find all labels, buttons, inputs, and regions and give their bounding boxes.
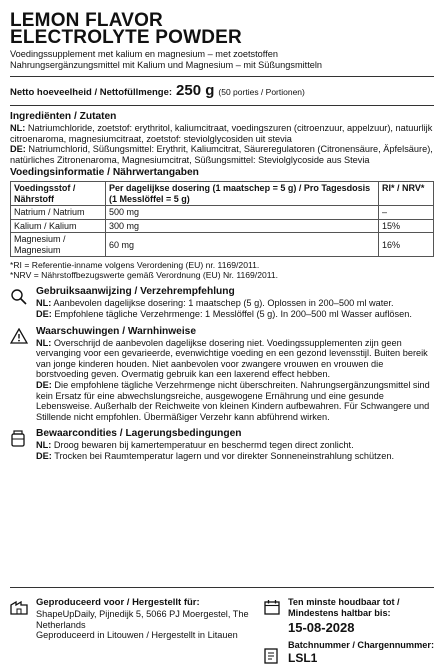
table-row [11, 219, 434, 233]
usage-nl: NL: Aanbevolen dagelijkse dosering: 1 maatschep (5 g). Oplossen in 200–500 ml water. [36, 298, 394, 309]
storage-jar-icon [10, 428, 36, 461]
title-line-1: LEMON FLAVOR [10, 10, 163, 31]
producer-block [10, 597, 250, 669]
table-row [11, 206, 434, 220]
magnifier-icon [10, 286, 36, 319]
calendar-icon [264, 597, 288, 635]
batch-number: LSL1 [288, 650, 318, 665]
producer-heading: Geproduceerd voor / Hergestellt für: [36, 597, 200, 608]
net-quantity [10, 82, 434, 99]
divider [10, 105, 434, 106]
producer-origin: Geproduceerd in Litouwen / Hergestellt in Litauen [36, 630, 238, 641]
storage-nl: NL: Droog bewaren bij kamertemperatuur en beschermd tegen direct zonlicht. [36, 440, 354, 451]
batch-label: Batchnummer / Chargennummer: [288, 640, 435, 650]
table-cell: – [379, 206, 434, 220]
ingredients-de: DE: Natriumchlorid, Süßungsmittel: Erythrit, Kaliumcitrat, Säureregulatoren (Citronensäure, Äpfelsäure), natürliches Zitronenaroma, Magnesiumcitrat, Süßungsmittel: Steviolglycoside aus Stevia [10, 144, 433, 165]
warnings-heading: Waarschuwingen / Warnhinweise [36, 325, 197, 337]
table-header: Per dagelijkse dosering (1 maatschep = 5 g) / Pro Tagesdosis (1 Messlöffel = 5 g) [106, 182, 379, 206]
table-header: RI* / NRV* [379, 182, 434, 206]
warnings-section [10, 326, 434, 423]
table-cell: Magnesium / Magnesium [11, 233, 106, 257]
net-label: Netto hoeveelheid / Nettofüllmenge: [10, 87, 173, 98]
table-cell: Kalium / Kalium [11, 219, 106, 233]
ingredients-nl: NL: Natriumchloride, zoetstof: erythritol, kaliumcitraat, voedingszuren (citroenzuur, appelzuur), natuurlijk citroenaroma, magnesiumcitraat, zoetstof: steviolglycosiden uit stevia [10, 123, 433, 144]
label-page [10, 10, 435, 665]
footnotes [10, 260, 434, 280]
product-title [10, 12, 434, 46]
subtitle-nl: Voedingssupplement met kalium en magnesium – met zoetstoffen [10, 49, 278, 59]
divider [10, 76, 434, 77]
storage-de: DE: Trocken bei Raumtemperatur lagern und vor direkter Sonneneinstrahlung schützen. [36, 450, 395, 461]
subtitle-de: Nahrungsergänzungsmittel mit Kalium und Magnesium – mit Süßungsmitteln [10, 59, 323, 70]
table-cell: 60 mg [106, 233, 379, 257]
factory-icon [10, 597, 36, 669]
subtitle [10, 49, 434, 70]
best-before-date: 15-08-2028 [288, 620, 355, 635]
nutrition-heading: Voedingsinformatie / Nährwertangaben [10, 167, 199, 179]
title-line-2: ELECTROLYTE POWDER [10, 27, 242, 48]
usage-de: DE: Empfohlene tägliche Verzehrmenge: 1 Messlöffel (5 g). In 200–500 ml Wasser auflösen. [36, 308, 412, 319]
ingredients-heading: Ingrediënten / Zutaten [10, 111, 117, 122]
producer-address: ShapeUpDaily, Pijnedijk 5, 5066 PJ Moergestel, The Netherlands [36, 609, 249, 630]
storage-heading: Bewaarcondities / Lagerungsbedingungen [36, 428, 242, 440]
nutrition-table [10, 181, 434, 257]
table-cell: 300 mg [106, 219, 379, 233]
table-cell: 16% [379, 233, 434, 257]
table-cell: 500 mg [106, 206, 379, 220]
table-cell: 15% [379, 219, 434, 233]
dates-block [250, 597, 434, 669]
usage-heading: Gebruiksaanwijzing / Verzehrempfehlung [36, 286, 235, 298]
document-icon [264, 640, 288, 669]
footer [10, 587, 434, 669]
table-header-row [11, 182, 434, 206]
note-nrv: *NRV = Nährstoffbezugswerte gemäß Verordnung (EU) Nr. 1169/2011. [10, 270, 279, 281]
table-row [11, 233, 434, 257]
table-cell: Natrium / Natrium [11, 206, 106, 220]
net-value: 250 g [176, 82, 215, 99]
net-note: (50 porties / Portionen) [218, 87, 305, 97]
usage-section [10, 286, 434, 319]
storage-section [10, 428, 434, 461]
warning-triangle-icon [10, 326, 36, 423]
warnings-nl: NL: Overschrijd de aanbevolen dagelijkse dosering niet. Voedingssupplementen zijn geen vervanging voor een gevarieerde, evenwichtige voeding en een gezond levensstijl. Buiten bereik van jonge kinderen houden. Niet aanbevolen voor zwangere vrouwen en vrouwen die borstvoeding geven. Overmatig gebruik kan een laxerend effect hebben. [36, 337, 428, 380]
warnings-de: DE: Die empfohlene tägliche Verzehrmenge nicht überschreiten. Nahrungsergänzungsmittel sind kein Ersatz für eine abwechslungsreiche, ausgewogene Ernährung und eine gesunde Lebensweise. Außerhalb der Reichweite von kleinen Kindern aufbewahren. Für Schwangere und Stillende nicht empfohlen. Übermäßiger Verzehr kann abführend wirken. [36, 379, 430, 422]
table-header: Voedingsstof / Nährstoff [11, 182, 106, 206]
note-ri: *RI = Referentie-inname volgens Verordening (EU) nr. 1169/2011. [10, 260, 260, 271]
best-before-label: Ten minste houdbaar tot / Mindestens haltbar bis: [288, 597, 400, 618]
